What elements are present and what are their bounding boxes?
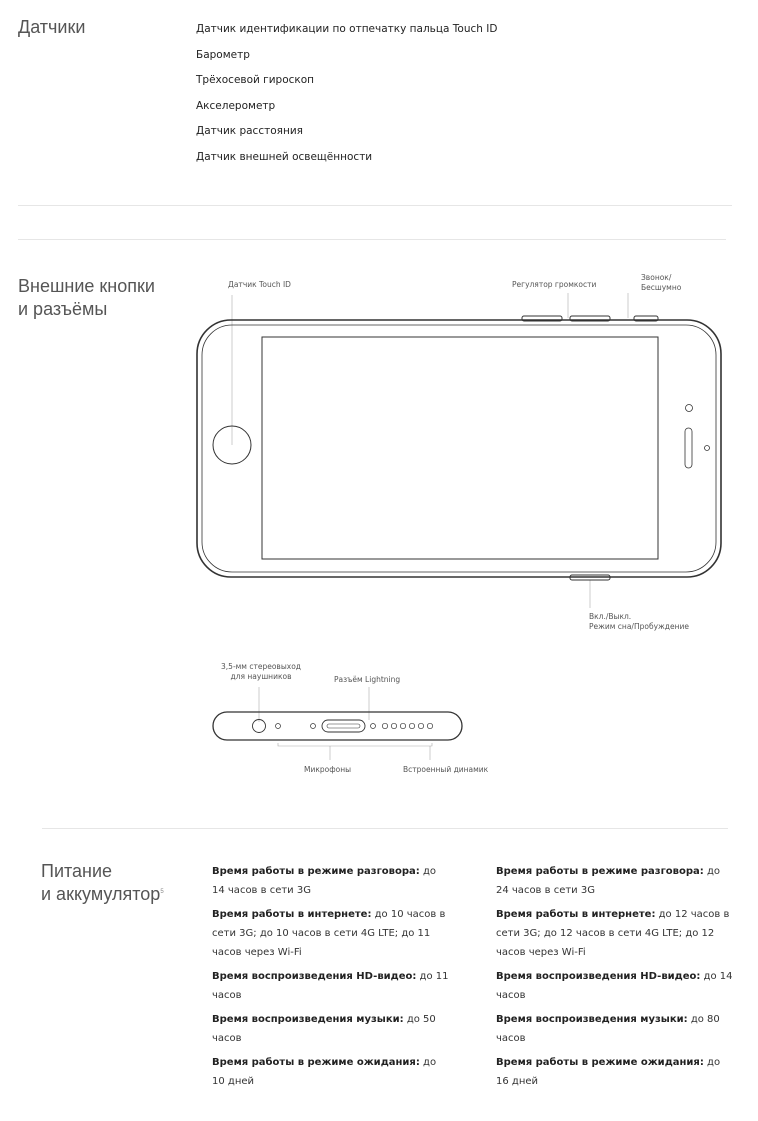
headphone-label-line2: для наушников bbox=[230, 672, 292, 681]
phone-screen bbox=[262, 337, 658, 559]
lightning-port-inner bbox=[327, 724, 360, 728]
battery-spec-value: до 16 дней bbox=[496, 1057, 721, 1087]
battery-title-line2-text: и аккумулятор bbox=[41, 883, 161, 904]
battery-spec-term: Время воспроизведения HD-видео: bbox=[212, 971, 417, 982]
battery-spec-term: Время работы в интернете: bbox=[496, 909, 656, 920]
mics-bracket bbox=[278, 743, 432, 746]
battery-title-line1: Питание bbox=[41, 861, 113, 881]
battery-spec-term: Время работы в режиме ожидания: bbox=[496, 1057, 704, 1068]
headphone-label bbox=[215, 662, 307, 682]
power-label-line2: Режим сна/Пробуждение bbox=[589, 622, 689, 631]
battery-spec-term: Время воспроизведения музыки: bbox=[212, 1014, 404, 1025]
divider bbox=[42, 828, 728, 829]
lightning-port bbox=[322, 720, 365, 732]
sensor-item: Датчик идентификации по отпечатку пальца Touch ID bbox=[196, 23, 498, 35]
volume-label: Регулятор громкости bbox=[512, 280, 597, 289]
screw-hole bbox=[371, 724, 376, 729]
battery-spec-term: Время работы в режиме разговора: bbox=[496, 866, 704, 877]
speaker-label: Встроенный динамик bbox=[403, 765, 489, 774]
buttons-title-line2: и разъёмы bbox=[18, 298, 108, 319]
sensor-item: Датчик внешней освещённости bbox=[196, 150, 373, 163]
battery-spec-term: Время воспроизведения HD-видео: bbox=[496, 971, 701, 982]
battery-spec bbox=[496, 862, 734, 900]
battery-spec bbox=[496, 967, 734, 1005]
battery-spec-value: до 10 дней bbox=[212, 1057, 437, 1087]
ringer-label-line1: Звонок/ bbox=[641, 273, 672, 282]
battery-column-1 bbox=[212, 862, 450, 1096]
microphone-hole bbox=[276, 724, 281, 729]
headphone-label-line1: 3,5-мм стереовыход bbox=[221, 662, 301, 671]
battery-spec-value: до 10 часов в сети 3G; до 10 часов в сети 4G LTE; до 11 часов через Wi-Fi bbox=[212, 909, 446, 958]
battery-spec bbox=[496, 1010, 734, 1048]
sensor-item: Акселерометр bbox=[196, 99, 276, 112]
phone-body bbox=[197, 320, 721, 577]
battery-spec bbox=[212, 905, 450, 962]
speaker-hole bbox=[427, 723, 432, 728]
lightning-label: Разъём Lightning bbox=[334, 675, 401, 684]
speaker-hole bbox=[391, 723, 396, 728]
sensor-item: Трёхосевой гироскоп bbox=[196, 74, 315, 87]
footnote-marker: 5 bbox=[160, 888, 164, 895]
battery-spec-value: до 14 часов в сети 3G bbox=[212, 866, 436, 896]
battery-spec-value: до 50 часов bbox=[212, 1014, 436, 1044]
speaker-hole bbox=[409, 723, 414, 728]
battery-spec bbox=[212, 1053, 450, 1091]
battery-title-line2 bbox=[41, 883, 164, 906]
battery-spec bbox=[212, 1010, 450, 1048]
battery-spec-value: до 12 часов в сети 3G; до 12 часов в сети 4G LTE; до 12 часов через Wi-Fi bbox=[496, 909, 730, 958]
battery-spec-value: до 24 часов в сети 3G bbox=[496, 866, 720, 896]
power-label bbox=[589, 612, 689, 632]
proximity-sensor bbox=[705, 446, 710, 451]
ringer-label bbox=[641, 273, 681, 293]
sensors-title: Датчики bbox=[18, 17, 86, 37]
speaker-hole bbox=[400, 723, 405, 728]
touch-id-label: Датчик Touch ID bbox=[228, 280, 291, 289]
power-label-line1: Вкл./Выкл. bbox=[589, 612, 632, 621]
battery-spec-value: до 11 часов bbox=[212, 971, 449, 1001]
battery-spec-value: до 80 часов bbox=[496, 1014, 720, 1044]
battery-spec-term: Время воспроизведения музыки: bbox=[496, 1014, 688, 1025]
speaker-hole bbox=[418, 723, 423, 728]
battery-title bbox=[41, 860, 164, 905]
speaker-hole bbox=[382, 723, 387, 728]
battery-spec bbox=[496, 1053, 734, 1091]
sensor-item: Барометр bbox=[196, 48, 250, 61]
phone-bezel bbox=[202, 325, 716, 572]
buttons-title-line1: Внешние кнопки bbox=[18, 276, 155, 296]
battery-spec bbox=[212, 967, 450, 1005]
ringer-label-line2: Бесшумно bbox=[641, 283, 682, 292]
battery-spec-value: до 14 часов bbox=[496, 971, 733, 1001]
battery-spec bbox=[496, 905, 734, 962]
battery-spec bbox=[212, 862, 450, 900]
screw-hole bbox=[311, 724, 316, 729]
mics-label: Микрофоны bbox=[304, 765, 352, 774]
phone-bottom-edge bbox=[213, 712, 462, 740]
battery-spec-term: Время работы в интернете: bbox=[212, 909, 372, 920]
battery-spec-term: Время работы в режиме ожидания: bbox=[212, 1057, 420, 1068]
battery-spec-term: Время работы в режиме разговора: bbox=[212, 866, 420, 877]
sensor-item: Датчик расстояния bbox=[196, 125, 303, 138]
battery-column-2 bbox=[496, 862, 734, 1096]
earpiece bbox=[685, 428, 692, 468]
front-camera bbox=[686, 405, 693, 412]
